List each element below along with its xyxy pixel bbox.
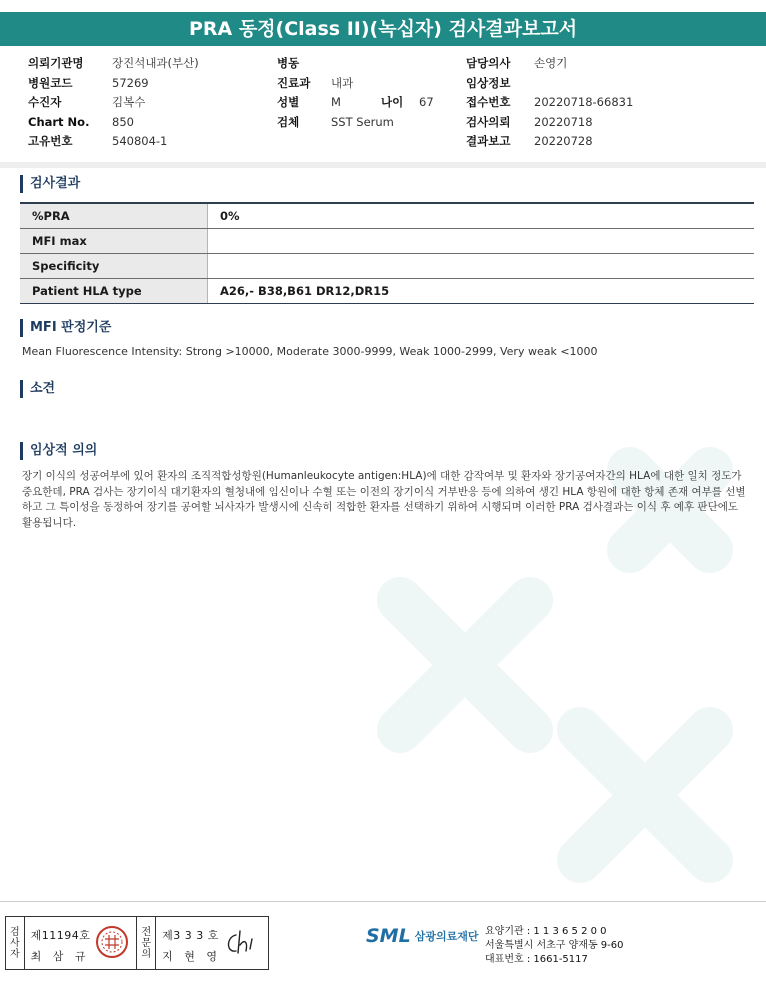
info-label: 의뢰기관명 xyxy=(28,56,84,70)
info-row xyxy=(277,74,434,94)
inspector-name: 최 삼 규 xyxy=(30,950,90,963)
vertical-char: 사 xyxy=(9,937,20,949)
mfi-criteria-text: Mean Fluorescence Intensity: Strong >10000, Moderate 3000-9999, Weak 1000-2999, Very weak <1000 xyxy=(22,345,598,358)
age-label: 나이 xyxy=(381,95,404,109)
inspector-cell xyxy=(25,917,138,969)
info-label: 임상정보 xyxy=(466,75,511,90)
info-value: 20220728 xyxy=(534,134,593,148)
handwritten-signature-icon xyxy=(222,927,262,959)
clinical-significance-text: 장기 이식의 성공여부에 있어 환자의 조직적합성항원(Humanleukocyte antigen:HLA)에 대한 감작여부 및 환자와 장기공여자간의 HLA에 대한 일치 정도가 중요한데, PRA 검사는 장기이식 대기환자의 혈청내에 임신이나 수혈 또는 이전의 장기이식 거부반응 등에 의하여 생긴 HLA 항원에 대한 항체 존재 여부를 선별하고 그 특이성을 동정하여 장기를 공여할 뇌사자가 발생시에 신속히 적합한 환자를 선택하기 위하여 시행되며 이러한 PRA 검사결과는 이식 후 예후 판단에도 활용됩니다. xyxy=(22,470,746,529)
info-value: 20220718 xyxy=(534,114,593,129)
result-key: Patient HLA type xyxy=(20,279,208,304)
info-row xyxy=(466,93,633,113)
opinion-section-title: 소견 xyxy=(20,380,55,398)
logo-name: 삼광의료재단 xyxy=(414,930,479,943)
footer-divider xyxy=(0,901,766,902)
dept-value: 내과 xyxy=(331,75,354,90)
result-key: %PRA xyxy=(20,203,208,229)
info-value: 540804-1 xyxy=(112,134,168,148)
specialist-vertical-label xyxy=(137,917,156,969)
vertical-char: 검 xyxy=(9,926,20,938)
result-key: Specificity xyxy=(20,254,208,279)
info-value: 손영기 xyxy=(534,56,568,70)
specialist-license-no: 제3 3 3 호 xyxy=(162,929,219,942)
table-row xyxy=(20,203,754,229)
info-label: Chart No. xyxy=(28,114,90,129)
info-label: 접수번호 xyxy=(466,95,511,109)
info-label: 결과보고 xyxy=(466,134,511,148)
institution-code: 요양기관 : 1 1 3 6 5 2 0 0 xyxy=(485,926,607,937)
info-row xyxy=(277,54,434,74)
result-value xyxy=(208,254,755,279)
result-value: 0% xyxy=(208,203,755,229)
sml-logo xyxy=(366,925,478,947)
inspector-vertical-label xyxy=(6,917,25,969)
signature-box xyxy=(5,916,269,970)
info-value: 20220718-66831 xyxy=(534,95,634,109)
institution-phone: 대표번호 : 1661-5117 xyxy=(485,954,588,965)
info-row xyxy=(28,113,199,133)
results-table xyxy=(20,202,754,304)
age-value: 67 xyxy=(419,95,434,109)
info-row xyxy=(466,54,633,74)
info-row xyxy=(28,74,199,94)
specialist-cell xyxy=(156,917,268,969)
info-value: 850 xyxy=(112,114,134,129)
info-row xyxy=(28,93,199,113)
specimen-value: SST Serum xyxy=(331,114,394,129)
info-row xyxy=(466,132,633,152)
info-row xyxy=(28,132,199,152)
result-value xyxy=(208,229,755,254)
institution-info xyxy=(485,925,624,967)
logo-mark: SML xyxy=(366,925,411,947)
info-label: 검사의뢰 xyxy=(466,114,511,129)
institution-address: 서울특별시 서초구 양재동 9-60 xyxy=(485,940,624,951)
inspector-license-no: 제11194호 xyxy=(30,929,91,942)
specialist-name: 지 현 영 xyxy=(162,950,221,963)
vertical-char: 자 xyxy=(9,948,20,960)
info-label: 담당의사 xyxy=(466,56,511,70)
info-value: 장진석내과(부산) xyxy=(112,56,199,70)
info-label: 병원코드 xyxy=(28,75,73,90)
info-row xyxy=(277,93,434,113)
info-value: 김복수 xyxy=(112,95,146,109)
table-row xyxy=(20,254,754,279)
dept-label: 진료과 xyxy=(277,75,311,90)
result-key: MFI max xyxy=(20,229,208,254)
ward-label: 병동 xyxy=(277,56,300,70)
info-column-2 xyxy=(277,54,434,132)
info-column-1 xyxy=(28,54,199,152)
info-row xyxy=(466,74,633,94)
result-value: A26,- B38,B61 DR12,DR15 xyxy=(208,279,755,304)
table-row xyxy=(20,229,754,254)
seal-stamp-icon xyxy=(95,925,129,959)
vertical-char: 문 xyxy=(141,937,152,949)
results-section-title: 검사결과 xyxy=(20,175,80,193)
clinical-section-title: 임상적 의의 xyxy=(20,442,97,460)
info-label: 고유번호 xyxy=(28,134,73,148)
sex-value: M xyxy=(331,95,341,109)
info-row xyxy=(277,113,434,133)
info-row xyxy=(466,113,633,133)
report-title: PRA 동정(Class II)(녹십자) 검사결과보고서 xyxy=(0,12,766,46)
vertical-char: 의 xyxy=(141,948,152,960)
mfi-section-title: MFI 판정기준 xyxy=(20,319,111,337)
info-value: 57269 xyxy=(112,75,149,90)
table-row xyxy=(20,279,754,304)
specimen-label: 검체 xyxy=(277,114,300,129)
info-label: 수진자 xyxy=(28,95,62,109)
info-column-3 xyxy=(466,54,633,152)
sex-label: 성별 xyxy=(277,95,300,109)
vertical-char: 전 xyxy=(141,926,152,938)
info-row xyxy=(28,54,199,74)
section-divider xyxy=(0,162,766,168)
